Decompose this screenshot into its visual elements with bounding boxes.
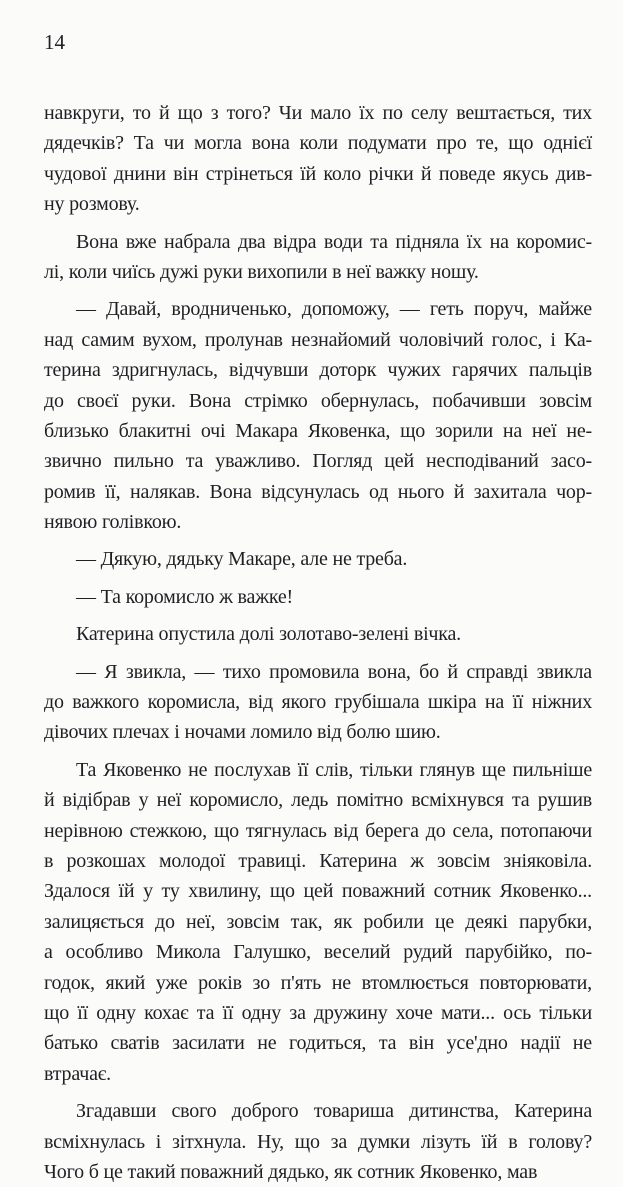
text-line: Здалося їй у ту хвилину, що цей поважний сотник Яковенко...	[44, 880, 592, 903]
paragraph	[44, 1096, 592, 1187]
text-line: Та Яковенко не послухав її слів, тільки глянув ще пильніше	[76, 758, 592, 781]
text-line: залицяється до неї, зовсім так, як робили це деякі парубки,	[44, 910, 592, 933]
text-line: Чого б це такий поважний дядько, як сотник Яковенко, мав	[44, 1160, 538, 1183]
text-line: — Я звикла, — тихо промовила вона, бо й справді звикла	[76, 660, 592, 683]
paragraph	[44, 544, 592, 574]
text-line: нерівною стежкою, що тягнулась від берега до села, потопаючи	[44, 819, 592, 842]
text-line: Згадавши свого доброго товариша дитинства, Катерина	[76, 1100, 592, 1123]
text-line: терина здригнулась, відчувши доторк чужих гарячих пальців	[44, 359, 592, 382]
text-line: до своєї руки. Вона стрімко обернулась, побачивши зовсім	[44, 389, 592, 412]
text-line: лі, коли чиїсь дужі руки вихопили в неї важку ношу.	[44, 260, 479, 283]
text-line: — Та коромисло ж важке!	[76, 585, 293, 608]
text-line: звично пильно та уважливо. Погляд цей несподіваний засо-	[44, 450, 592, 473]
text-line: навкруги, то й що з того? Чи мало їх по селу вештається, тих	[44, 102, 592, 124]
page-number: 14	[44, 30, 65, 54]
text-line: над самим вухом, пролунав незнайомий чоловічий голос, і Ка-	[44, 328, 592, 351]
text-line: втрачає.	[44, 1062, 111, 1085]
text-line: нявою голівкою.	[44, 511, 182, 534]
text-line: всміхнулась і зітхнула. Ну, що за думки лізуть їй в голову?	[44, 1130, 592, 1153]
text-line: батько сватів засилати не годиться, та він усе'дно надії не	[44, 1032, 592, 1055]
text-line: близько блакитні очі Макара Яковенка, що зорили на неї не-	[44, 419, 592, 442]
text-line: до важкого коромисла, від якого грубішала шкіра на її ніжних	[44, 691, 592, 714]
text-line: дядечків? Та чи могла вона коли подумати про те, що однієї	[44, 132, 592, 155]
paragraph	[44, 657, 592, 748]
text-line: дівочих плечах і ночами ломило від болю шию.	[44, 721, 441, 744]
text-line: ромив її, налякав. Вона відсунулась од нього й захитала чор-	[44, 480, 592, 503]
body-text	[44, 98, 592, 1187]
paragraph	[44, 582, 592, 612]
text-line: — Давай, вродниченько, допоможу, — геть поруч, майже	[76, 298, 592, 321]
text-line: Катерина опустила долі золотаво-зелені вічка.	[76, 623, 461, 646]
text-line: й відібрав у неї коромисло, ледь помітно всміхнувся та рушив	[44, 789, 592, 812]
text-line: — Дякую, дядьку Макаре, але не треба.	[76, 548, 408, 571]
text-line: в розкошах молодої травиці. Катерина ж зовсім зніяковіла.	[44, 849, 592, 872]
text-line: що її одну кохає та її одну за дружину хоче мати... ось тільки	[44, 1001, 592, 1024]
text-line: Вона вже набрала два відра води та підняла їх на коромис-	[76, 230, 592, 253]
text-line: а особливо Микола Галушко, веселий рудий парубійко, по-	[44, 941, 592, 964]
paragraph	[44, 227, 592, 288]
text-line: годок, який уже років зо п'ять не втомлюється повторювати,	[44, 971, 592, 994]
paragraph	[44, 755, 592, 1089]
paragraph	[44, 619, 592, 649]
paragraph	[44, 98, 592, 220]
text-line: чудової днини він стрінеться їй коло річки й поведе якусь див-	[44, 162, 592, 185]
paragraph	[44, 294, 592, 537]
text-line: ну розмову.	[44, 193, 140, 216]
